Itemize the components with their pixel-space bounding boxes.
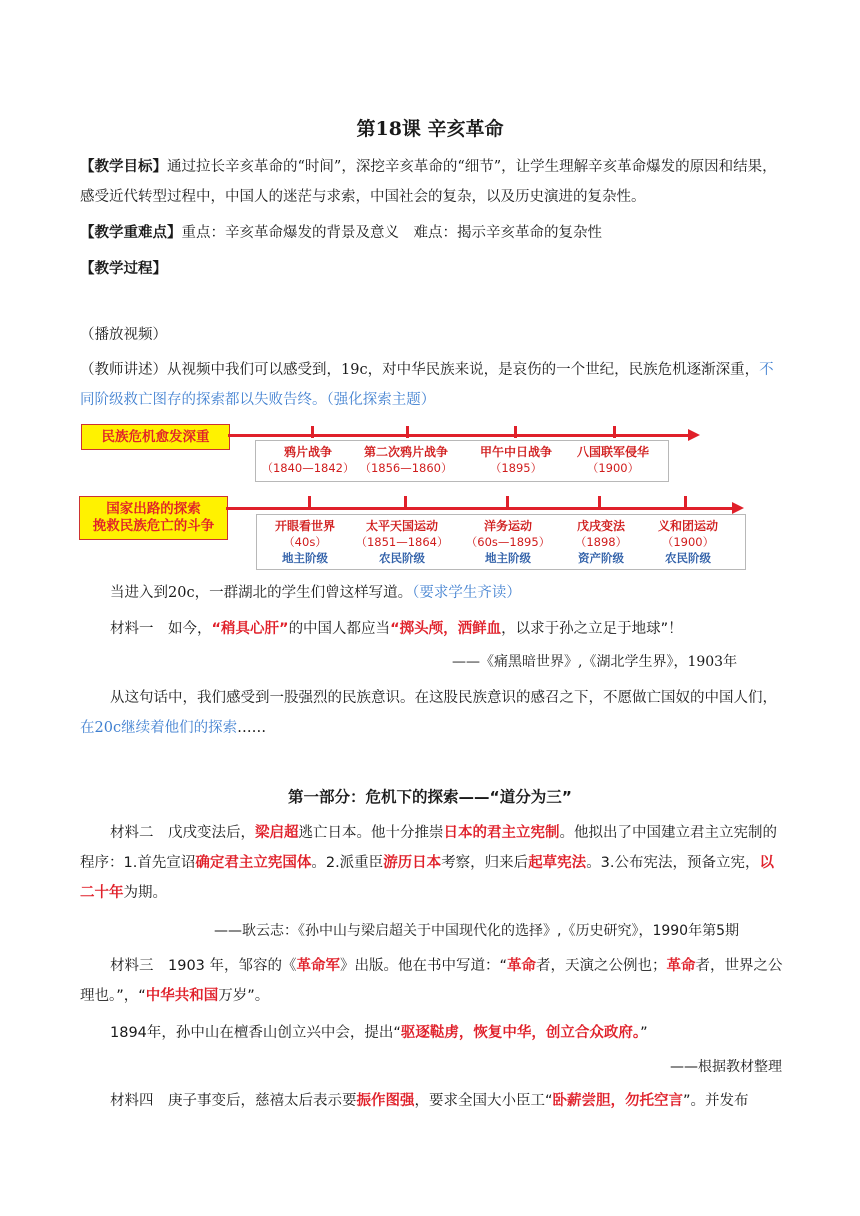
timeline1-tick xyxy=(311,426,314,438)
m2-text: 为期。 xyxy=(123,885,167,901)
m1-source: ——《痛黑暗世界》,《湖北学生界》，1903年 xyxy=(452,654,738,670)
m2-highlight: 日本的君主立宪制 xyxy=(443,825,560,841)
material-1 xyxy=(80,614,785,644)
teaching-objectives xyxy=(80,152,785,212)
m2-text: 考察，归来后 xyxy=(441,855,529,871)
m3-text: 万岁”。 xyxy=(218,988,270,1004)
timeline2-tick xyxy=(404,496,407,510)
lesson-title: 第18课 辛亥革命 xyxy=(356,118,504,140)
timeline1-tick xyxy=(613,426,616,438)
m1-text: 的中国人都应当 xyxy=(288,621,391,637)
timeline1-event xyxy=(563,444,663,476)
m2-text: 逃亡日本。他十分推崇 xyxy=(298,825,444,841)
timeline1-event xyxy=(258,444,358,476)
timeline2-tick xyxy=(506,496,509,510)
keypoints-label: 【教学重难点】 xyxy=(80,224,182,241)
video-note: （播放视频） xyxy=(80,327,167,343)
timeline2-tick xyxy=(598,496,601,510)
m2-highlight: 以二十年 xyxy=(80,855,775,901)
material-3 xyxy=(80,951,785,1011)
sun-source: ——根据教材整理 xyxy=(670,1059,782,1075)
m3-text: 者，世界之公理也。”，“ xyxy=(80,958,783,1004)
event-name: 义和团运动 xyxy=(657,519,718,533)
part1-title: 第一部分：危机下的探索——“道分为三” xyxy=(288,788,572,806)
key-points xyxy=(80,218,785,248)
m2-text: 。他拟出了中国建立君主立宪制的程序：1.首先宣诏 xyxy=(80,825,777,871)
event-name: 鸦片战争 xyxy=(283,445,332,459)
sun-yat-sen-note xyxy=(80,1018,785,1048)
m4-text: ”。并发布 xyxy=(683,1093,749,1109)
m1-label: 材料一 如今， xyxy=(110,621,212,637)
timeline2-event xyxy=(556,518,646,566)
keypoints-text: 重点：辛亥革命爆发的背景及意义 难点：揭示辛亥革命的复杂性 xyxy=(181,225,602,241)
m2-highlight: 游历日本 xyxy=(383,855,442,871)
event-name: 戊戌变法 xyxy=(576,519,625,533)
m2-highlight: 起草宪法 xyxy=(528,855,587,871)
material-2 xyxy=(80,818,785,908)
teacher-text: （教师讲述）从视频中我们可以感受到，19c，对中华民族来说，是哀伤的一个世纪，民族危机逐渐深重， xyxy=(80,362,760,378)
m4-highlight: 卧薪尝胆，勿托空言 xyxy=(552,1093,684,1109)
m1-highlight: “稍具心肝” xyxy=(211,621,289,637)
objectives-label: 【教学目标】 xyxy=(80,158,167,175)
event-class: 地主阶级 xyxy=(282,551,328,565)
timeline1-tick xyxy=(406,426,409,438)
timeline2-tick xyxy=(684,496,687,510)
m3-highlight: 革命 xyxy=(507,958,537,974)
m2-highlight: 确定君主立宪国体 xyxy=(195,855,312,871)
event-name: 开眼看世界 xyxy=(274,519,335,533)
objectives-text: 通过拉长辛亥革命的“时间”，深挖辛亥革命的“细节”，让学生理解辛亥革命爆发的原因和结果，感受近代转型过程中，中国人的迷茫与求索，中国社会的复杂，以及历史演进的复杂性。 xyxy=(80,159,777,205)
m2-source: ——耿云志：《孙中山与梁启超关于中国现代化的选择》,《历史研究》，1990年第5期 xyxy=(214,923,739,939)
teacher-narration xyxy=(80,355,785,415)
sun-text: 1894年，孙中山在檀香山创立兴中会，提出“ xyxy=(110,1025,401,1041)
timeline2-event xyxy=(350,518,454,566)
timeline1-arrow-head xyxy=(688,429,700,441)
m4-highlight: 振作图强 xyxy=(356,1093,415,1109)
timeline1-label: 民族危机愈发深重 xyxy=(81,424,230,450)
m2-text: 材料二 戊戌变法后， xyxy=(110,825,255,841)
event-class: 农民阶级 xyxy=(665,551,711,565)
event-name: 洋务运动 xyxy=(483,519,532,533)
event-class: 资产阶级 xyxy=(578,551,624,565)
reflection-text: 从这句话中，我们感受到一股强烈的民族意识。在这股民族意识的感召之下，不愿做亡国奴的中国人们， xyxy=(110,690,777,706)
m1-highlight: “掷头颅 xyxy=(390,621,444,637)
m3-highlight: 中华共和国 xyxy=(145,988,219,1004)
m3-highlight: 革命军 xyxy=(296,958,341,974)
intro-20c-text: 当进入到20c，一群湖北的学生们曾这样写道。 xyxy=(110,585,413,601)
reflection-tail: …… xyxy=(237,720,267,736)
event-year: （1895） xyxy=(489,461,543,475)
m3-text: 材料三 1903 年，邹容的《 xyxy=(110,958,297,974)
m3-text: 》出版。他在书中写道：“ xyxy=(340,958,508,974)
event-class: 地主阶级 xyxy=(485,551,531,565)
reflection-blue: 在20c继续着他们的探索 xyxy=(80,720,238,736)
m1-text: ， xyxy=(443,621,458,637)
timeline2-label-line2: 挽救民族危亡的斗争 xyxy=(92,518,215,534)
teacher-blue-text: 不同阶级救亡图存的探索都以失败告终。（强化探索主题） xyxy=(80,362,774,408)
event-year: （40s） xyxy=(283,535,327,549)
sun-highlight: 驱逐鞑虏，恢复中华，创立合众政府。 xyxy=(400,1025,641,1041)
event-year: （1898） xyxy=(574,535,628,549)
event-class: 农民阶级 xyxy=(379,551,425,565)
event-year: （1840—1842） xyxy=(261,461,355,475)
material-4 xyxy=(80,1086,785,1116)
event-year: （1900） xyxy=(586,461,640,475)
intro-20c-blue: （要求学生齐读） xyxy=(412,585,521,601)
timeline1-event xyxy=(356,444,456,476)
event-name: 太平天国运动 xyxy=(365,519,438,533)
timeline2-event xyxy=(640,518,736,566)
m1-text: ，以求于孙之立足于地球”！ xyxy=(501,621,683,637)
sun-text: ” xyxy=(640,1025,648,1041)
timeline1-event xyxy=(466,444,566,476)
timeline2-event xyxy=(258,518,352,566)
event-year: （1856—1860） xyxy=(359,461,453,475)
m4-text: ，要求全国大小臣工“ xyxy=(414,1093,553,1109)
m3-text: 者，天演之公例也； xyxy=(536,958,667,974)
timeline2-arrow-head xyxy=(732,502,744,514)
timeline1-tick xyxy=(514,426,517,438)
timeline2-tick xyxy=(308,496,311,510)
intro-20c xyxy=(80,578,785,608)
timeline2-arrow-line xyxy=(226,507,734,510)
event-year: （60s—1895） xyxy=(465,535,551,549)
reflection xyxy=(80,683,785,743)
timeline2-label xyxy=(79,496,228,540)
event-year: （1900） xyxy=(661,535,715,549)
timeline2-label-line1: 国家出路的探索 xyxy=(106,501,201,517)
timeline2-event xyxy=(458,518,558,566)
event-name: 第二次鸦片战争 xyxy=(363,445,448,459)
m2-text: 。3.公布宪法，预备立宪， xyxy=(586,855,760,871)
event-year: （1851—1864） xyxy=(355,535,449,549)
m2-text: 。2.派重臣 xyxy=(311,855,384,871)
m2-highlight: 梁启超 xyxy=(255,825,299,841)
event-name: 甲午中日战争 xyxy=(479,445,552,459)
timeline1-arrow-line xyxy=(228,434,690,437)
m1-highlight: 洒鲜血 xyxy=(457,621,502,637)
process-label: 【教学过程】 xyxy=(80,260,167,277)
m4-text: 材料四 庚子事变后，慈禧太后表示要 xyxy=(110,1093,357,1109)
m3-highlight: 革命 xyxy=(666,958,696,974)
event-name: 八国联军侵华 xyxy=(576,445,649,459)
